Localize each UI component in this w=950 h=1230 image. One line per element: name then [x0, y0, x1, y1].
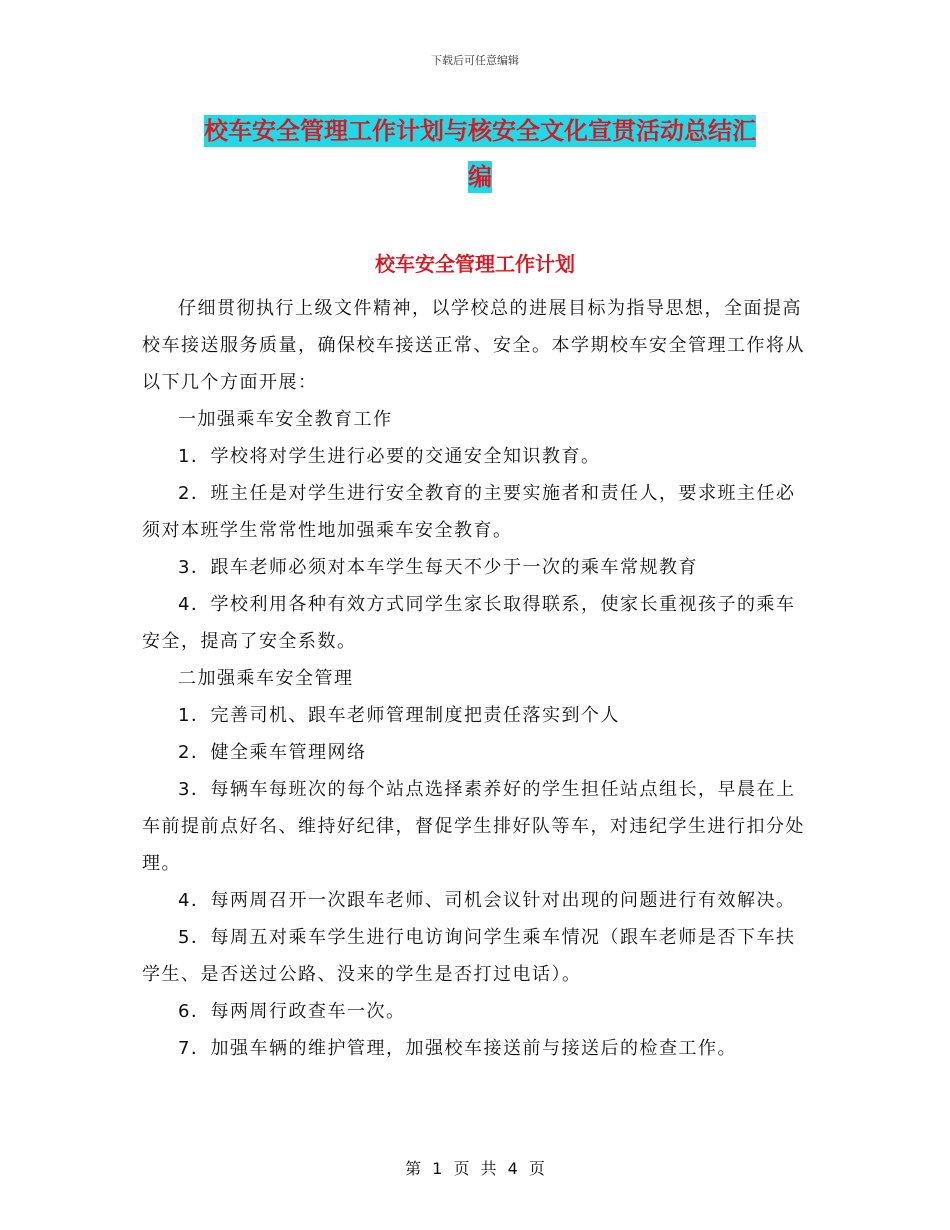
document-body — [142, 290, 810, 1067]
paragraph: 4．学校利用各种有效方式同学生家长取得联系，使家长重视孩子的乘车安全，提高了安全系数。 — [142, 594, 796, 652]
paragraph: 5．每周五对乘车学生进行电访询问学生乘车情况（跟车老师是否下车扶学生、是否送过公路、没来的学生是否打过电话）。 — [142, 927, 796, 985]
page-number-footer: 第 1 页 共 4 页 — [405, 1159, 545, 1178]
paragraph: 3．每辆车每班次的每个站点选择素养好的学生担任站点组长，早晨在上车前提前点好名、维持好纪律，督促学生排好队等车，对违纪学生进行扣分处理。 — [142, 779, 805, 874]
page-header-note: 下载后可任意编辑 — [431, 54, 519, 67]
paragraph: 3．跟车老师必须对本车学生每天不少于一次的乘车常规教育 — [178, 557, 698, 578]
paragraph: 二加强乘车安全管理 — [178, 668, 354, 689]
paragraph: 2．健全乘车管理网络 — [178, 742, 367, 763]
document-title-line-1: 校车安全管理工作计划与核安全文化宣贯活动总结汇 — [204, 117, 756, 145]
paragraph: 一加强乘车安全教育工作 — [178, 409, 393, 430]
document-title-line-2: 编 — [468, 163, 492, 191]
paragraph: 1．学校将对学生进行必要的交通安全知识教育。 — [178, 446, 601, 467]
paragraph: 2．班主任是对学生进行安全教育的主要实施者和责任人，要求班主任必须对本班学生常常性地加强乘车安全教育。 — [142, 483, 796, 541]
paragraph: 4．每两周召开一次跟车老师、司机会议针对出现的问题进行有效解决。 — [178, 890, 796, 911]
paragraph: 6．每两周行政查车一次。 — [178, 1001, 406, 1022]
paragraph: 仔细贯彻执行上级文件精神，以学校总的进展目标为指导思想，全面提高校车接送服务质量，确保校车接送正常、安全。本学期校车安全管理工作将从以下几个方面开展： — [142, 298, 805, 393]
paragraph: 7．加强车辆的维护管理，加强校车接送前与接送后的检查工作。 — [178, 1038, 737, 1059]
paragraph: 1．完善司机、跟车老师管理制度把责任落实到个人 — [178, 705, 620, 726]
document-title — [150, 108, 810, 200]
section-heading: 校车安全管理工作计划 — [375, 252, 575, 276]
